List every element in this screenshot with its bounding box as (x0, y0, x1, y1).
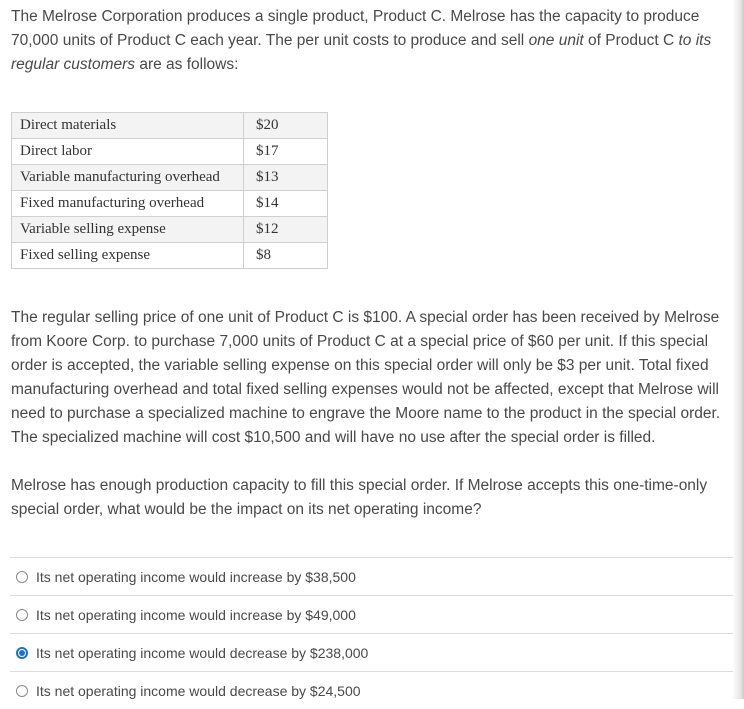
cost-label: Variable selling expense (12, 217, 244, 243)
answer-option-1[interactable] (10, 557, 733, 595)
radio-button[interactable] (16, 571, 28, 583)
intro-emphasis-regular-customers: to its regular customers (11, 32, 712, 73)
cost-label: Variable manufacturing overhead (12, 165, 244, 191)
table-row (12, 113, 328, 139)
radio-button[interactable] (16, 685, 28, 697)
cost-value: $8 (244, 243, 328, 269)
cost-value: $20 (244, 113, 328, 139)
radio-button-selected[interactable] (16, 647, 28, 659)
intro-text-1: The Melrose Corporation produces a single product, Product C. Melrose has the capacity to produce 70,000 units of Product C each year. The per unit costs to produce and sell (11, 8, 700, 49)
special-order-paragraph: The regular selling price of one unit of Product C is $100. A special order has been received by Melrose from Koore Corp. to purchase 7,000 units of Product C at a special price of $60 per unit. If this special order is accepted, the variable selling expense on this special order will only be $3 per unit. Total fixed manufacturing overhead and total fixed selling expenses would not be affected, except that Melrose will need to purchase a specialized machine to engrave the Moore name to the product in the special order. The specialized machine will cost $10,500 and will have no use after the special order is filled. (11, 309, 721, 446)
cost-value: $14 (244, 191, 328, 217)
table-row (12, 139, 328, 165)
intro-emphasis-one-unit: one unit (528, 32, 584, 49)
intro-text-2: of Product C (583, 32, 679, 49)
table-row (12, 217, 328, 243)
scroll-shadow-edge (732, 0, 744, 699)
question-intro (11, 5, 733, 77)
cost-value: $17 (244, 139, 328, 165)
answer-option-4[interactable] (10, 671, 733, 709)
cost-label: Direct materials (12, 113, 244, 139)
table-row (12, 243, 328, 269)
intro-paragraph (11, 5, 733, 77)
table-row (12, 165, 328, 191)
cost-label: Fixed manufacturing overhead (12, 191, 244, 217)
question-prompt: Melrose has enough production capacity to fill this special order. If Melrose accepts this one-time-only special order, what would be the impact on its net operating income? (11, 477, 708, 518)
answer-option-2[interactable] (10, 595, 733, 633)
cost-label: Direct labor (12, 139, 244, 165)
option-label: Its net operating income would increase by $38,500 (36, 568, 356, 585)
cost-label: Fixed selling expense (12, 243, 244, 269)
radio-button[interactable] (16, 609, 28, 621)
option-label: Its net operating income would increase by $49,000 (36, 606, 356, 623)
option-label: Its net operating income would decrease by $238,000 (36, 644, 369, 661)
intro-text-3: are as follows: (135, 56, 239, 73)
answer-options (10, 557, 733, 709)
table-row (12, 191, 328, 217)
cost-value: $12 (244, 217, 328, 243)
option-label: Its net operating income would decrease by $24,500 (36, 682, 361, 699)
cost-table (11, 112, 328, 269)
answer-option-3[interactable] (10, 633, 733, 671)
cost-value: $13 (244, 165, 328, 191)
